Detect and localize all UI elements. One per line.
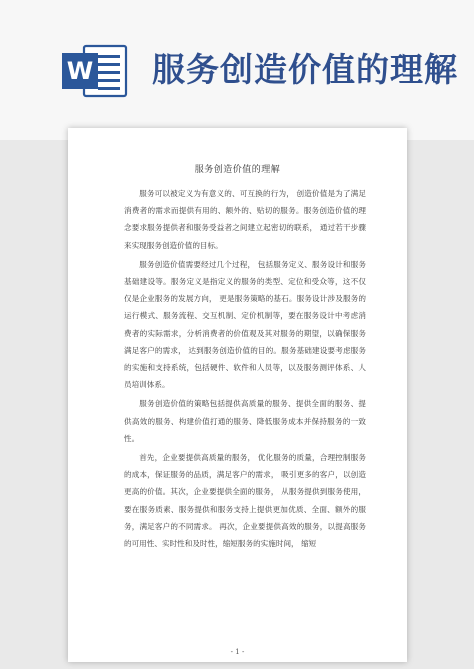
paragraph: 服务创造价值的策略包括提供高质量的服务、提供全面的服务、提供高效的服务、构建价值打通的服务、降低服务成本并保持服务的一致性。 <box>124 399 366 443</box>
document-title: 服务创造价值的理解 <box>194 165 281 175</box>
banner-title: 服务创造价值的理解 <box>152 50 458 89</box>
word-icon-letter: W <box>66 57 94 85</box>
paragraph: 服务可以被定义为有意义的、可互换的行为， 创造价值是为了满足消费者的需求而提供有用的、额外的、贴切的服务。服务创造价值的理念要求服务提供者和服务受益者之间建立起密切的联系， 通过若干步骤来实现服务创造价值的目标。 <box>124 189 366 250</box>
word-document-icon <box>60 44 128 98</box>
paragraph: 首先，企业要提供高质量的服务， 优化服务的质量，合理控制服务的成本，保证服务的品质，满足客户的需求， 吸引更多的客户，以创造更高的价值。其次，企业要提供全面的服务， 从服务提供到服务使用，要在服务质素、服务提供和服务支持上提供更加优质、全面、额外的服务，满足客户的不同需求。 再次，企业要提供高效的服务，以提高服务的可用性、实时性和及时性，缩短服务的实施时间， 缩短 <box>124 453 366 549</box>
document-body <box>124 185 366 554</box>
document-page <box>68 128 407 662</box>
paragraph: 服务创造价值需要经过几个过程， 包括服务定义、服务设计和服务基础建设等。服务定义是指定义的服务的类型、定位和受众等，这不仅仅是企业服务的发展方向， 更是服务策略的基石。服务设计涉及服务的运行模式、服务流程、交互机制、定价机制等，要在服务设计中考虑消费者的实际需求，分析消费者的价值观及其对服务的期望，以确保服务满足客户的需求， 达到服务创造价值的目的。服务基础建设要考虑服务的实施和支持系统，包括硬件、软件和人员等，以及服务测评体系、人员培训体系。 <box>124 259 366 390</box>
page-number: - 1 - <box>230 648 245 656</box>
